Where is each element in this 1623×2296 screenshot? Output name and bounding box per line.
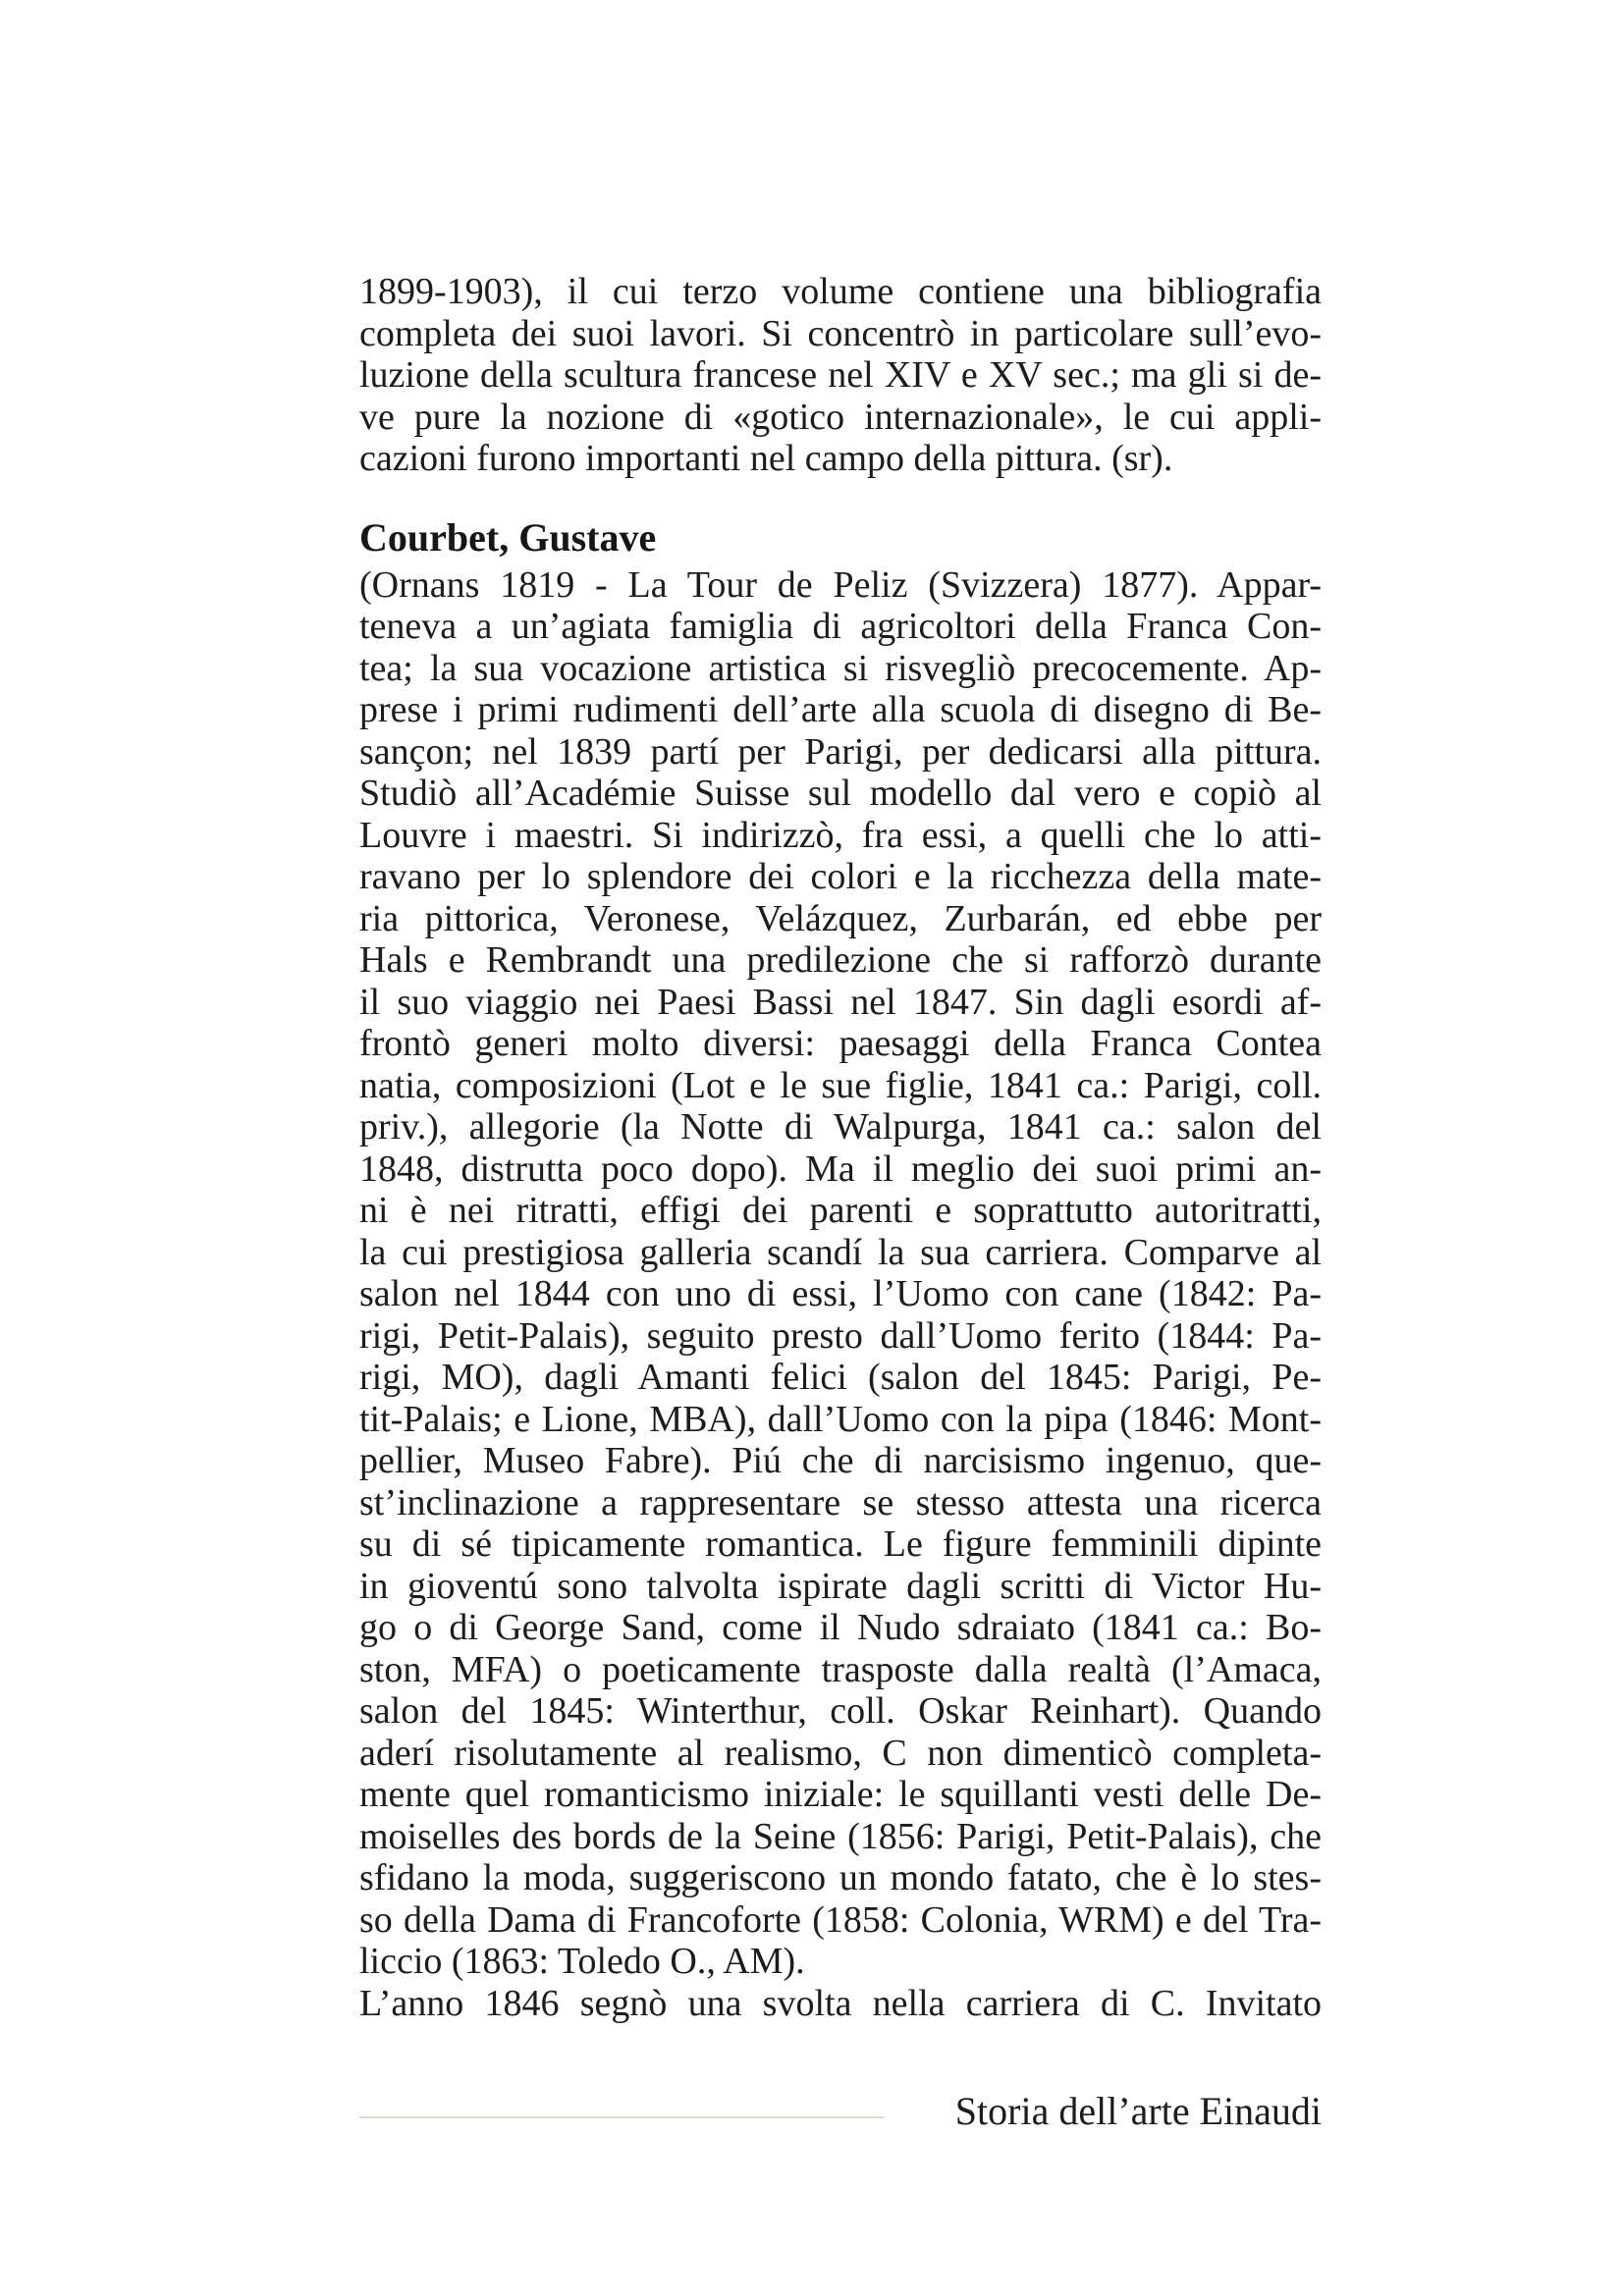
text-line: il suo viaggio nei Paesi Bassi nel 1847. Sin dagli esordi af-	[359, 981, 1322, 1023]
text-line: sfidano la moda, suggeriscono un mondo fatato, che è lo stes-	[359, 1857, 1322, 1898]
page-footer	[359, 2087, 1322, 2136]
text-line: prese i primi rudimenti dell’arte alla scuola di disegno di Be-	[359, 689, 1322, 730]
text-line: salon del 1845: Winterthur, coll. Oskar Reinhart). Quando	[359, 1690, 1322, 1732]
text-line: ve pure la nozione di «gotico internazionale», le cui appli-	[359, 396, 1322, 438]
text-line: pellier, Museo Fabre). Piú che di narcisismo ingenuo, que-	[359, 1440, 1322, 1481]
text-line: luzione della scultura francese nel XIV e XV sec.; ma gli si de-	[359, 354, 1322, 396]
text-line: sançon; nel 1839 partí per Parigi, per dedicarsi alla pittura.	[359, 730, 1322, 773]
text-line: ston, MFA) o poeticamente trasposte dalla realtà (l’Amaca,	[359, 1648, 1322, 1690]
entry-body	[359, 564, 1322, 2025]
page-body	[359, 271, 1322, 2024]
text-line: 1899-1903), il cui terzo volume contiene una bibliografia	[359, 271, 1322, 312]
text-line: ravano per lo splendore dei colori e la ricchezza della mate-	[359, 856, 1322, 897]
text-line: la cui prestigiosa galleria scandí la sua carriera. Comparve al	[359, 1231, 1322, 1273]
text-line: (Ornans 1819 - La Tour de Peliz (Svizzera) 1877). Appar-	[359, 563, 1322, 606]
text-line: Hals e Rembrandt una predilezione che si rafforzò durante	[359, 939, 1322, 981]
text-line: salon nel 1844 con uno di essi, l’Uomo con cane (1842: Pa-	[359, 1273, 1322, 1314]
text-line: L’anno 1846 segnò una svolta nella carriera di C. Invitato	[359, 1982, 1322, 2024]
text-line: moiselles des bords de la Seine (1856: Parigi, Petit-Palais), che	[359, 1815, 1322, 1857]
text-line: su di sé tipicamente romantica. Le figure femminili dipinte	[359, 1523, 1322, 1565]
footer-rule	[359, 2116, 885, 2118]
text-line: tea; la sua vocazione artistica si risvegliò precocemente. Ap-	[359, 647, 1322, 689]
entry-title: Courbet, Gustave	[359, 514, 657, 560]
text-line: rigi, Petit-Palais), seguito presto dall’Uomo ferito (1844: Pa-	[359, 1314, 1322, 1357]
text-line: go o di George Sand, come il Nudo sdraiato (1841 ca.: Bo-	[359, 1607, 1322, 1648]
text-line: mente quel romanticismo iniziale: le squillanti vesti delle De-	[359, 1774, 1322, 1815]
text-line: completa dei suoi lavori. Si concentrò in particolare sull’evo-	[359, 312, 1322, 354]
text-line: liccio (1863: Toledo O., AM).	[359, 1941, 805, 1982]
text-line: Louvre i maestri. Si indirizzò, fra essi, a quelli che lo atti-	[359, 814, 1322, 856]
text-line: st’inclinazione a rappresentare se stesso attesta una ricerca	[359, 1481, 1322, 1523]
text-line: rigi, MO), dagli Amanti felici (salon del 1845: Parigi, Pe-	[359, 1357, 1322, 1398]
text-line: in gioventú sono talvolta ispirate dagli scritti di Victor Hu-	[359, 1565, 1322, 1607]
text-line: ria pittorica, Veronese, Velázquez, Zurbarán, ed ebbe per	[359, 897, 1322, 939]
text-line: teneva a un’agiata famiglia di agricoltori della Franca Con-	[359, 606, 1322, 647]
text-line: natia, composizioni (Lot e le sue figlie, 1841 ca.: Parigi, coll.	[359, 1064, 1322, 1106]
intro-paragraph	[359, 271, 1322, 480]
text-line: aderí risolutamente al realismo, C non dimenticò completa-	[359, 1732, 1322, 1774]
text-line: frontò generi molto diversi: paesaggi della Franca Contea	[359, 1023, 1322, 1064]
text-line: cazioni furono importanti nel campo della pittura. (sr).	[359, 438, 1173, 479]
text-line: priv.), allegorie (la Notte di Walpurga, 1841 ca.: salon del	[359, 1106, 1322, 1148]
text-line: Studiò all’Académie Suisse sul modello dal vero e copiò al	[359, 773, 1322, 814]
text-line: tit-Palais; e Lione, MBA), dall’Uomo con la pipa (1846: Mont-	[359, 1398, 1322, 1440]
text-line: ni è nei ritratti, effigi dei parenti e soprattutto autoritratti,	[359, 1190, 1322, 1231]
text-line: 1848, distrutta poco dopo). Ma il meglio dei suoi primi an-	[359, 1148, 1322, 1190]
text-line: so della Dama di Francoforte (1858: Colonia, WRM) e del Tra-	[359, 1898, 1322, 1941]
footer-title: Storia dell’arte Einaudi	[954, 2089, 1322, 2133]
